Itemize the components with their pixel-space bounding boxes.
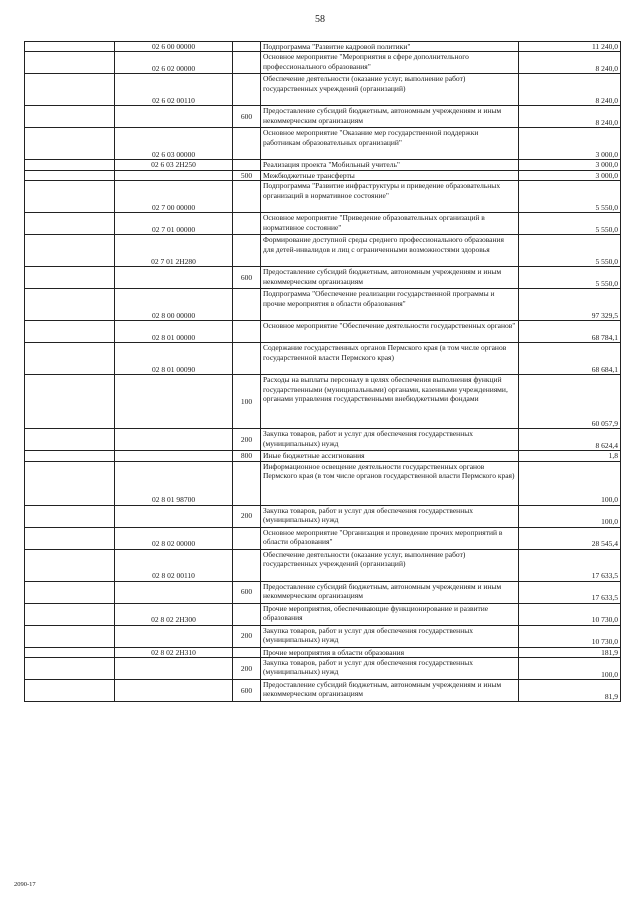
expense-type-cell bbox=[233, 213, 261, 235]
expense-type-cell: 500 bbox=[233, 170, 261, 180]
amount-cell: 10 730,0 bbox=[519, 603, 621, 625]
code-cell bbox=[25, 505, 115, 527]
code-cell bbox=[25, 527, 115, 549]
code-cell bbox=[25, 625, 115, 647]
target-article-cell bbox=[115, 375, 233, 429]
target-article-cell bbox=[115, 451, 233, 461]
amount-cell: 1,8 bbox=[519, 451, 621, 461]
code-cell bbox=[25, 289, 115, 321]
amount-cell: 3 000,0 bbox=[519, 160, 621, 170]
name-cell: Закупка товаров, работ и услуг для обеспечения государственных (муниципальных) нужд bbox=[261, 429, 519, 451]
name-cell: Содержание государственных органов Пермского края (в том числе органов государственной власти Пермского края) bbox=[261, 343, 519, 375]
code-cell bbox=[25, 375, 115, 429]
table-row bbox=[25, 106, 621, 128]
name-cell: Закупка товаров, работ и услуг для обеспечения государственных (муниципальных) нужд bbox=[261, 658, 519, 680]
table-row bbox=[25, 267, 621, 289]
target-article-cell bbox=[115, 658, 233, 680]
budget-table bbox=[24, 41, 621, 702]
expense-type-cell: 800 bbox=[233, 451, 261, 461]
name-cell: Закупка товаров, работ и услуг для обеспечения государственных (муниципальных) нужд bbox=[261, 505, 519, 527]
name-cell: Основное мероприятие "Обеспечение деятельности государственных органов" bbox=[261, 321, 519, 343]
amount-cell: 17 633,5 bbox=[519, 549, 621, 581]
code-cell bbox=[25, 128, 115, 160]
target-article-cell bbox=[115, 267, 233, 289]
code-cell bbox=[25, 235, 115, 267]
expense-type-cell: 600 bbox=[233, 106, 261, 128]
expense-type-cell: 200 bbox=[233, 625, 261, 647]
amount-cell: 3 000,0 bbox=[519, 170, 621, 180]
table-row bbox=[25, 658, 621, 680]
code-cell bbox=[25, 658, 115, 680]
expense-type-cell bbox=[233, 343, 261, 375]
target-article-cell bbox=[115, 429, 233, 451]
amount-cell: 181,9 bbox=[519, 647, 621, 657]
name-cell: Предоставление субсидий бюджетным, автономным учреждениям и иным некоммерческим организациям bbox=[261, 581, 519, 603]
code-cell bbox=[25, 170, 115, 180]
code-cell bbox=[25, 52, 115, 74]
table-row bbox=[25, 235, 621, 267]
name-cell: Информационное освещение деятельности государственных органов Пермского края (в том числе органов государственной власти Пермского края) bbox=[261, 461, 519, 505]
table-row bbox=[25, 128, 621, 160]
code-cell bbox=[25, 343, 115, 375]
page-number: 58 bbox=[315, 14, 325, 25]
code-cell bbox=[25, 267, 115, 289]
amount-cell: 8 240,0 bbox=[519, 106, 621, 128]
target-article-cell: 02 8 02 00110 bbox=[115, 549, 233, 581]
amount-cell: 100,0 bbox=[519, 658, 621, 680]
target-article-cell bbox=[115, 625, 233, 647]
code-cell bbox=[25, 451, 115, 461]
expense-type-cell: 600 bbox=[233, 680, 261, 702]
code-cell bbox=[25, 42, 115, 52]
expense-type-cell: 100 bbox=[233, 375, 261, 429]
table-row bbox=[25, 505, 621, 527]
target-article-cell: 02 7 01 2Н280 bbox=[115, 235, 233, 267]
name-cell: Прочие мероприятия в области образования bbox=[261, 647, 519, 657]
expense-type-cell bbox=[233, 42, 261, 52]
expense-type-cell bbox=[233, 461, 261, 505]
amount-cell: 100,0 bbox=[519, 505, 621, 527]
table-row bbox=[25, 625, 621, 647]
code-cell bbox=[25, 106, 115, 128]
name-cell: Обеспечение деятельности (оказание услуг, выполнение работ) государственных учреждений (организаций) bbox=[261, 549, 519, 581]
target-article-cell: 02 6 03 2Н250 bbox=[115, 160, 233, 170]
expense-type-cell: 600 bbox=[233, 267, 261, 289]
table-row bbox=[25, 647, 621, 657]
amount-cell: 28 545,4 bbox=[519, 527, 621, 549]
target-article-cell bbox=[115, 680, 233, 702]
name-cell: Межбюджетные трансферты bbox=[261, 170, 519, 180]
table-row bbox=[25, 321, 621, 343]
code-cell bbox=[25, 461, 115, 505]
name-cell: Закупка товаров, работ и услуг для обеспечения государственных (муниципальных) нужд bbox=[261, 625, 519, 647]
expense-type-cell bbox=[233, 527, 261, 549]
amount-cell: 10 730,0 bbox=[519, 625, 621, 647]
code-cell bbox=[25, 160, 115, 170]
amount-cell: 100,0 bbox=[519, 461, 621, 505]
expense-type-cell: 200 bbox=[233, 658, 261, 680]
expense-type-cell bbox=[233, 321, 261, 343]
amount-cell: 97 329,5 bbox=[519, 289, 621, 321]
expense-type-cell bbox=[233, 181, 261, 213]
name-cell: Прочие мероприятия, обеспечивающие функционирование и развитие образования bbox=[261, 603, 519, 625]
code-cell bbox=[25, 647, 115, 657]
target-article-cell bbox=[115, 170, 233, 180]
target-article-cell: 02 8 01 00000 bbox=[115, 321, 233, 343]
expense-type-cell bbox=[233, 74, 261, 106]
table-row bbox=[25, 375, 621, 429]
target-article-cell: 02 8 02 00000 bbox=[115, 527, 233, 549]
name-cell: Предоставление субсидий бюджетным, автономным учреждениям и иным некоммерческим организациям bbox=[261, 680, 519, 702]
target-article-cell bbox=[115, 106, 233, 128]
target-article-cell bbox=[115, 581, 233, 603]
amount-cell: 5 550,0 bbox=[519, 213, 621, 235]
target-article-cell: 02 8 00 00000 bbox=[115, 289, 233, 321]
amount-cell: 8 240,0 bbox=[519, 52, 621, 74]
expense-type-cell bbox=[233, 235, 261, 267]
table-row bbox=[25, 343, 621, 375]
amount-cell: 81,9 bbox=[519, 680, 621, 702]
table-row bbox=[25, 581, 621, 603]
name-cell: Основное мероприятие "Мероприятия в сфере дополнительного профессионального образования" bbox=[261, 52, 519, 74]
table-row bbox=[25, 289, 621, 321]
table-row bbox=[25, 170, 621, 180]
code-cell bbox=[25, 549, 115, 581]
target-article-cell: 02 6 00 00000 bbox=[115, 42, 233, 52]
amount-cell: 8 624,4 bbox=[519, 429, 621, 451]
name-cell: Обеспечение деятельности (оказание услуг, выполнение работ) государственных учреждений (организаций) bbox=[261, 74, 519, 106]
name-cell: Предоставление субсидий бюджетным, автономным учреждениям и иным некоммерческим организациям bbox=[261, 267, 519, 289]
code-cell bbox=[25, 603, 115, 625]
code-cell bbox=[25, 181, 115, 213]
table-row bbox=[25, 429, 621, 451]
target-article-cell: 02 6 03 00000 bbox=[115, 128, 233, 160]
expense-type-cell: 600 bbox=[233, 581, 261, 603]
expense-type-cell: 200 bbox=[233, 429, 261, 451]
amount-cell: 5 550,0 bbox=[519, 181, 621, 213]
code-cell bbox=[25, 213, 115, 235]
name-cell: Иные бюджетные ассигнования bbox=[261, 451, 519, 461]
table-row bbox=[25, 603, 621, 625]
name-cell: Подпрограмма "Развитие инфраструктуры и приведение образовательных организаций в нормативное состояние" bbox=[261, 181, 519, 213]
table-row bbox=[25, 451, 621, 461]
amount-cell: 5 550,0 bbox=[519, 235, 621, 267]
table-row bbox=[25, 52, 621, 74]
target-article-cell: 02 8 02 2Н300 bbox=[115, 603, 233, 625]
expense-type-cell bbox=[233, 160, 261, 170]
table-row bbox=[25, 680, 621, 702]
target-article-cell: 02 6 02 00000 bbox=[115, 52, 233, 74]
table-row bbox=[25, 213, 621, 235]
budget-table-body bbox=[25, 42, 621, 702]
amount-cell: 68 684,1 bbox=[519, 343, 621, 375]
amount-cell: 5 550,0 bbox=[519, 267, 621, 289]
expense-type-cell bbox=[233, 128, 261, 160]
table-row bbox=[25, 527, 621, 549]
target-article-cell: 02 8 02 2Н310 bbox=[115, 647, 233, 657]
expense-type-cell bbox=[233, 647, 261, 657]
code-cell bbox=[25, 74, 115, 106]
name-cell: Подпрограмма "Развитие кадровой политики" bbox=[261, 42, 519, 52]
table-row bbox=[25, 42, 621, 52]
table-row bbox=[25, 74, 621, 106]
name-cell: Реализация проекта "Мобильный учитель" bbox=[261, 160, 519, 170]
amount-cell: 17 633,5 bbox=[519, 581, 621, 603]
name-cell: Расходы на выплаты персоналу в целях обеспечения выполнения функций государственными (муниципальными) органами, казенными учреждениями, органами управления государственными внебюджетными фондами bbox=[261, 375, 519, 429]
name-cell: Основное мероприятие "Приведение образовательных организаций в нормативное состояние" bbox=[261, 213, 519, 235]
code-cell bbox=[25, 680, 115, 702]
table-row bbox=[25, 461, 621, 505]
footer-code: 2090-17 bbox=[14, 881, 36, 888]
expense-type-cell bbox=[233, 603, 261, 625]
amount-cell: 8 240,0 bbox=[519, 74, 621, 106]
target-article-cell: 02 7 00 00000 bbox=[115, 181, 233, 213]
table-row bbox=[25, 160, 621, 170]
name-cell: Основное мероприятие "Оказание мер государственной поддержки работникам образовательных организаций" bbox=[261, 128, 519, 160]
amount-cell: 3 000,0 bbox=[519, 128, 621, 160]
table-row bbox=[25, 549, 621, 581]
amount-cell: 68 784,1 bbox=[519, 321, 621, 343]
target-article-cell: 02 8 01 00090 bbox=[115, 343, 233, 375]
code-cell bbox=[25, 321, 115, 343]
target-article-cell: 02 6 02 00110 bbox=[115, 74, 233, 106]
code-cell bbox=[25, 581, 115, 603]
target-article-cell bbox=[115, 505, 233, 527]
name-cell: Формирование доступной среды среднего профессионального образования для детей-инвалидов и лиц с ограниченными возможностями здоровья bbox=[261, 235, 519, 267]
target-article-cell: 02 8 01 98700 bbox=[115, 461, 233, 505]
name-cell: Предоставление субсидий бюджетным, автономным учреждениям и иным некоммерческим организациям bbox=[261, 106, 519, 128]
table-row bbox=[25, 181, 621, 213]
expense-type-cell bbox=[233, 52, 261, 74]
expense-type-cell bbox=[233, 549, 261, 581]
target-article-cell: 02 7 01 00000 bbox=[115, 213, 233, 235]
code-cell bbox=[25, 429, 115, 451]
name-cell: Основное мероприятие "Организация и проведение прочих мероприятий в области образования" bbox=[261, 527, 519, 549]
expense-type-cell: 200 bbox=[233, 505, 261, 527]
amount-cell: 60 057,9 bbox=[519, 375, 621, 429]
name-cell: Подпрограмма "Обеспечение реализации государственной программы и прочие мероприятия в области образования" bbox=[261, 289, 519, 321]
amount-cell: 11 240,0 bbox=[519, 42, 621, 52]
expense-type-cell bbox=[233, 289, 261, 321]
